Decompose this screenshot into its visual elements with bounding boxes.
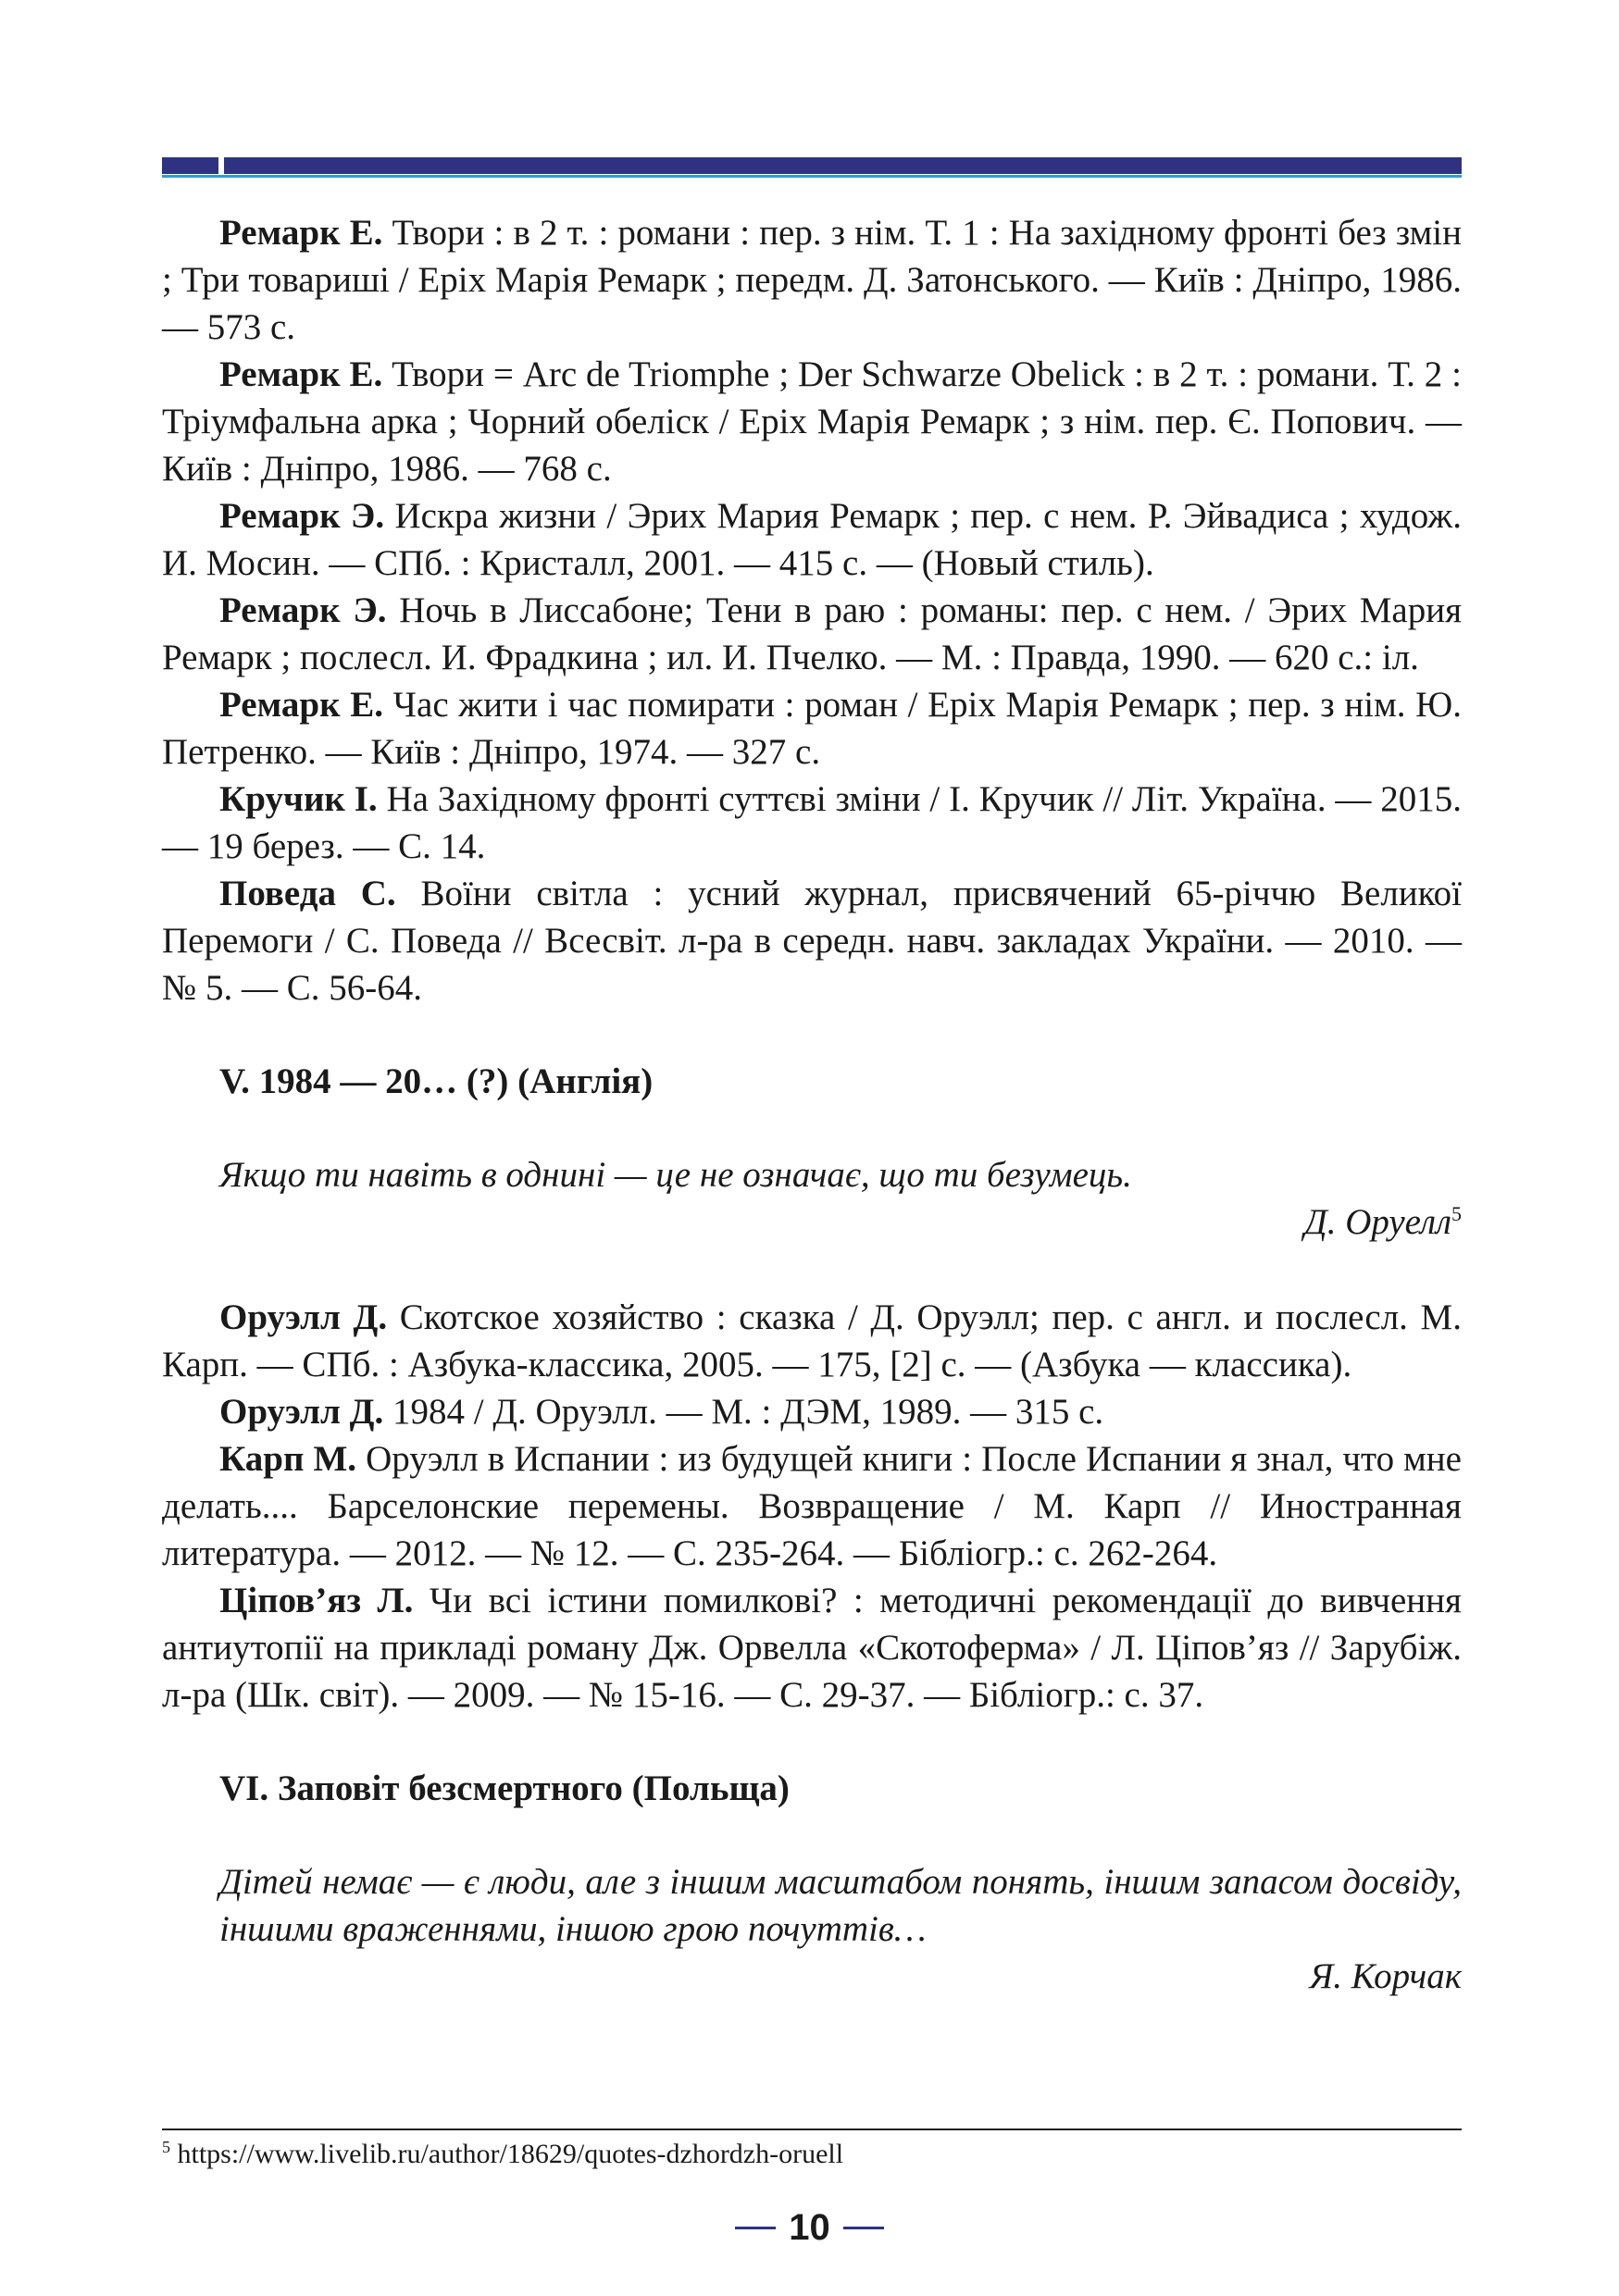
epigraph: Якщо ти навіть в однині — це не означає, що ти безумець. xyxy=(219,1155,1132,1195)
bib-text: Час жити і час помирати : роман / Еріх Марія Ремарк ; пер. з нім. Ю. Петренко. — Київ : Дніпро, 1974. — 327 с. xyxy=(162,685,1463,772)
bib-text: На Західному фронті суттєві зміни / І. Кручик // Літ. Україна. — 2015. — 19 берез. — С. 14. xyxy=(162,779,1463,866)
header-accent-line xyxy=(162,175,1462,178)
bib-text: Скотское хозяйство : сказка / Д. Оруэлл; пер. с англ. и послесл. М. Карп. — СПб. : Азбука-классика, 2005. — 175, [2] с. — (Азбука — классика). xyxy=(162,1297,1462,1384)
bib-text: Твори : в 2 т. : романи : пер. з нім. Т. 1 : На західному фронті без змін ; Три товариші / Еріх Марія Ремарк ; передм. Д. Затонського. — Київ : Дніпро, 1986. — 573 с. xyxy=(162,213,1462,347)
bib-entry xyxy=(162,1294,1462,1388)
bib-entry xyxy=(162,209,1462,351)
bib-author: Ремарк Е. xyxy=(219,685,384,725)
page-content xyxy=(162,209,1462,2000)
bib-author: Кручик І. xyxy=(219,779,378,819)
bib-author: Оруэлл Д. xyxy=(219,1297,388,1337)
bib-text: Твори = Arc de Triomphe ; Der Schwarze Obelick : в 2 т. : романи. Т. 2 : Тріумфальна арка ; Чорний обеліск / Еріх Марія Ремарк ; з нім. пер. Є. Попович. — Київ : Дніпро, 1986. — 768 с. xyxy=(162,354,1463,489)
bib-entry xyxy=(162,587,1462,681)
bib-text: Искра жизни / Эрих Мария Ремарк ; пер. с нем. Р. Эйвадиса ; худож. И. Мосин. — СПб. : Кристалл, 2001. — 415 с. — (Новый стиль). xyxy=(162,496,1462,583)
bib-entry xyxy=(162,870,1462,1011)
page-number xyxy=(735,2207,884,2249)
bibliography-list-remarque xyxy=(162,209,1462,1011)
bib-author: Ремарк Е. xyxy=(219,354,383,394)
bib-author: Ремарк Э. xyxy=(219,590,387,630)
footnote-mark: 5 xyxy=(162,2138,170,2156)
page-number-value: 10 xyxy=(789,2207,830,2248)
footnote xyxy=(162,2136,1462,2173)
footnote-ref[interactable]: 5 xyxy=(1451,1202,1462,1225)
header-bar xyxy=(162,157,1462,174)
page-number-right-dash xyxy=(843,2227,884,2229)
bib-entry xyxy=(162,492,1462,587)
bib-entry xyxy=(162,351,1462,492)
bib-author: Карп М. xyxy=(219,1439,357,1479)
page-number-left-dash xyxy=(735,2227,776,2229)
bib-author: Ремарк Е. xyxy=(219,213,383,253)
page-number-area xyxy=(0,2207,1619,2249)
footnote-link[interactable]: https://www.livelib.ru/author/18629/quotes-dzhordzh-oruell xyxy=(170,2139,844,2169)
epigraph: Дітей немає — є люди, але з іншим масштабом понять, іншим запасом досвіду, іншими враженнями, іншою грою почуттів… xyxy=(219,1862,1462,1949)
bib-text: 1984 / Д. Оруэлл. — М. : ДЭМ, 1989. — 315 с. xyxy=(383,1392,1104,1432)
section-heading: V. 1984 — 20… (?) (Англія) xyxy=(219,1061,654,1101)
bib-entry xyxy=(162,1435,1462,1577)
bib-entry xyxy=(162,1577,1462,1719)
epigraph-author xyxy=(162,1198,1462,1246)
epigraph-author: Я. Корчак xyxy=(1309,1956,1462,1996)
bib-author: Поведа С. xyxy=(219,874,396,913)
footnote-divider xyxy=(162,2128,1462,2130)
bib-text: Оруэлл в Испании : из будущей книги : После Испании я знал, что мне делать.... Барселонские перемены. Возвращение / М. Карп // Иностранная литература. — 2012. — № 12. — С. 235-264. — Бібліогр.: с. 262-264. xyxy=(162,1439,1462,1573)
bib-entry xyxy=(162,776,1462,870)
header-notch xyxy=(218,157,224,174)
section-heading: VI. Заповіт безсмертного (Польща) xyxy=(219,1769,790,1808)
bib-text: Ночь в Лиссабоне; Тени в раю : романы: пер. с нем. / Эрих Мария Ремарк ; послесл. И. Фрадкина ; ил. И. Пчелко. — М. : Правда, 1990. — 620 с.: іл. xyxy=(162,590,1463,677)
bib-author: Оруэлл Д. xyxy=(219,1392,384,1432)
bib-text: Чи всі істини помилкові? : методичні рекомендації до вивчення антиутопії на прикладі роману Дж. Орвелла «Скотоферма» / Л. Ціпов’яз // Зарубіж. л-ра (Шк. світ). — 2009. — № 15-16. — С. 29-37. — Бібліогр.: с. 37. xyxy=(162,1581,1462,1715)
epigraph-author-name: Д. Оруелл xyxy=(1303,1202,1451,1242)
bib-text: Воїни світла : усний журнал, присвячений 65-річчю Великої Перемоги / С. Поведа // Всесвіт. л-ра в середн. навч. закладах України. — 2010. — № 5. — С. 56-64. xyxy=(162,874,1462,1008)
bib-author: Ремарк Э. xyxy=(219,496,385,536)
bibliography-list-orwell xyxy=(162,1294,1462,1719)
bib-entry xyxy=(162,1388,1462,1435)
bib-entry xyxy=(162,681,1462,776)
bib-author: Ціпов’яз Л. xyxy=(219,1581,414,1620)
